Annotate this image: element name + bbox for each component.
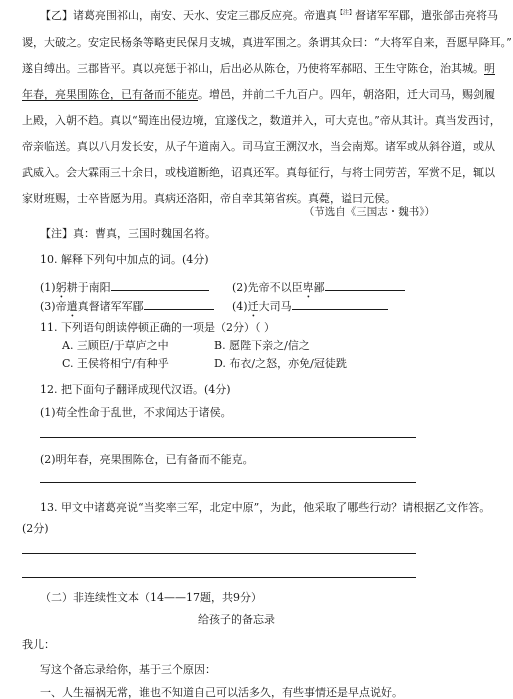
passage-b-line-8: 家财班赐，士卒皆愿为用。真病还洛阳，帝自幸其第省疾。真薨，谥曰元侯。 bbox=[22, 192, 396, 205]
section-2-heading: （二）非连续性文本（14——17题，共9分） bbox=[40, 591, 262, 604]
underlined-sentence-start: 明 bbox=[484, 62, 495, 75]
question-13-score: (2分) bbox=[22, 522, 49, 535]
question-12-stem: 12. 把下面句子翻译成现代汉语。(4分) bbox=[40, 383, 231, 396]
answer-line-13-2[interactable] bbox=[22, 577, 416, 578]
passage-b-line-3: 遂自缚出。三郡皆平。真以亮惩于祁山，后出必从陈仓，乃使将军郝昭、王生守陈仓，治其城。明 bbox=[22, 62, 495, 75]
question-13-stem: 13. 甲文中诸葛亮说“当奖率三军，北定中原”，为此，他采取了哪些行动？请根据乙文作答。 bbox=[40, 501, 491, 514]
article-title: 给孩子的备忘录 bbox=[198, 613, 275, 626]
letter-paragraph-1: 写这个备忘录给你，基于三个原因： bbox=[40, 663, 216, 676]
question-11-stem: 11. 下列语句朗读停顿正确的一项是（2分）（ ） bbox=[40, 321, 275, 334]
q11-option-d[interactable]: D. 布衣/之怒，亦免/冠徒跣 bbox=[214, 357, 347, 370]
question-12-sentence-1: (1)苟全性命于乱世，不求闻达于诸侯。 bbox=[40, 406, 232, 419]
passage-b-line-4: 年春，亮果围陈仓，已有备而不能克。增邑，并前二千九百户。四年，朝洛阳，迁大司马，赐剑履 bbox=[22, 88, 495, 101]
q11-option-c[interactable]: C. 王侯将相宁/有种乎 bbox=[62, 357, 169, 370]
passage-b-line-7: 武威入。会大霖雨三十余日，或栈道断绝，诏真还军。真每征行，与将士同劳苦，军赏不足，辄以 bbox=[22, 166, 495, 179]
passage-b-line-5: 上殿，入朝不趋。真以“蜀连出侵边境，宜遂伐之，数道并入，可大克也。”帝从其计。真当发西讨， bbox=[22, 114, 501, 127]
answer-line-12-1[interactable] bbox=[40, 437, 416, 438]
passage-source: （节选自《三国志・魏书》） bbox=[303, 206, 435, 218]
q10-item-4: (4)迁大司马 bbox=[232, 299, 388, 320]
passage-b-line-1: 【乙】诸葛亮围祁山，南安、天水、安定三郡反应亮。帝遣真$^{【注】}$督诸军军郿，遣张郃击亮将马 bbox=[40, 9, 499, 22]
q11-option-b[interactable]: B. 愿陛下亲之/信之 bbox=[214, 339, 310, 352]
answer-line-12-2[interactable] bbox=[40, 482, 416, 483]
q11-option-a[interactable]: A. 三顾臣/于草庐之中 bbox=[62, 339, 169, 352]
q10-item-2: (2)先帝不以臣卑鄙 bbox=[232, 280, 405, 301]
footnote-marker: 【注】 bbox=[337, 9, 356, 17]
question-12-sentence-2: (2)明年春，亮果围陈仓，已有备而不能克。 bbox=[40, 453, 254, 466]
question-10-stem: 10. 解释下列句中加点的词。(4分) bbox=[40, 253, 209, 266]
passage-b-line-6: 帝亲临送。真以八月发长安，从子午道南入。司马宣王溯汉水，当会南郑。诸军或从斜谷道，或从 bbox=[22, 140, 495, 153]
annotation-note: 【注】真：曹真，三国时魏国名将。 bbox=[40, 227, 216, 240]
answer-line-13-1[interactable] bbox=[22, 553, 416, 554]
passage-b-line-2: 谡，大破之。安定民杨条等略吏民保月支城，真进军围之。条谓其众曰：“大将军自来，吾愿早降耳。” bbox=[22, 36, 512, 49]
letter-paragraph-2: 一、人生福祸无常，谁也不知道自己可以活多久，有些事情还是早点说好。 bbox=[40, 686, 403, 699]
q10-item-3: (3)帝遣真督诸军军郿 bbox=[40, 299, 214, 320]
q10-item-1: (1)躬耕于南阳 bbox=[40, 280, 209, 301]
underlined-sentence: 年春，亮果围陈仓，已有备而不能克 bbox=[22, 88, 198, 101]
letter-salutation: 我儿： bbox=[22, 638, 55, 651]
